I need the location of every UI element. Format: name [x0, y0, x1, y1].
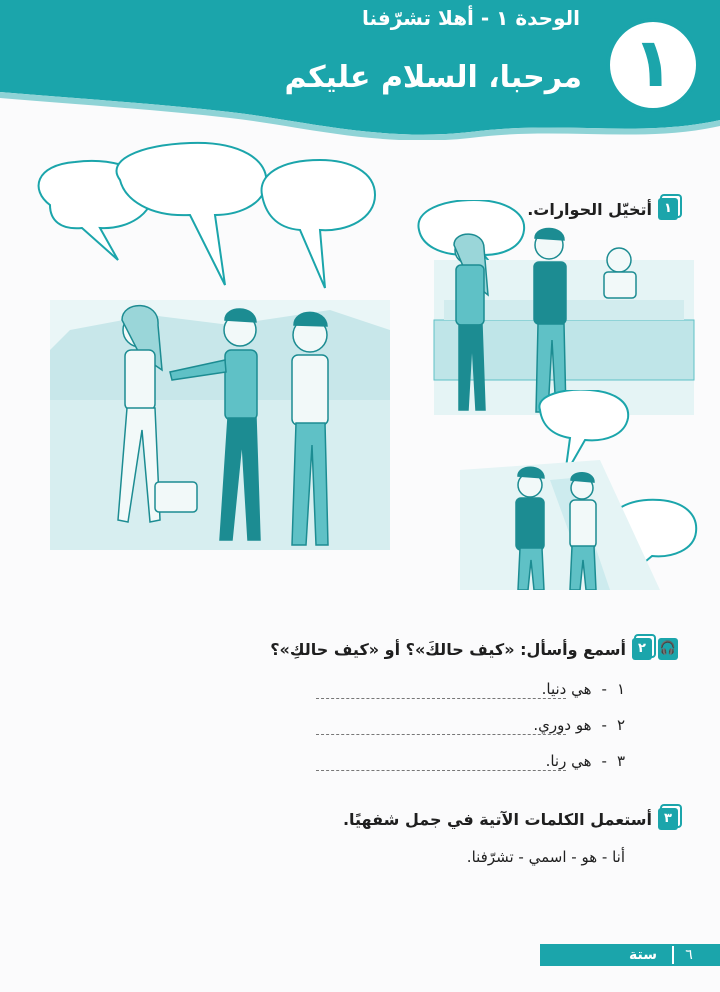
- exercise-number-badge: ٣: [658, 808, 678, 830]
- section-2-heading: [270, 638, 678, 660]
- unit-number-badge: ١: [606, 18, 700, 112]
- answer-line-1[interactable]: [316, 698, 566, 699]
- left-dialogue-illustration: [30, 140, 400, 560]
- greeting-dialogue-illustration: [460, 390, 700, 590]
- page-number: ٦: [685, 947, 693, 963]
- item-text: هي دنيا.: [541, 680, 592, 698]
- lesson-title: مرحبا، السلام عليكم: [284, 60, 582, 95]
- shop-dialogue-illustration: [404, 200, 704, 420]
- item-number: ٢: [616, 716, 625, 734]
- headphones-icon[interactable]: 🎧: [658, 638, 678, 660]
- word-list: أنا - هو - اسمي - تشرّفنا.: [466, 848, 625, 866]
- page-header: [0, 0, 720, 140]
- exercise-number-badge: ٢: [632, 638, 652, 660]
- answer-line-3[interactable]: [316, 770, 566, 771]
- exercise-item-3: ٣ - هي رنا.: [545, 752, 625, 770]
- item-text: هو دوري.: [533, 716, 592, 734]
- exercise-item-1: ١ - هي دنيا.: [541, 680, 625, 698]
- exercise-item-2: ٢ - هو دوري.: [533, 716, 625, 734]
- item-number: ١: [616, 680, 625, 698]
- section-1-instruction: أتخيّل الحوارات.: [527, 199, 652, 219]
- section-3-instruction: أستعمل الكلمات الآتية في جمل شفهيًا.: [342, 809, 652, 829]
- item-number: ٣: [616, 752, 625, 770]
- exercise-number-badge: ١: [658, 198, 678, 220]
- section-2-instruction: أسمع وأسأل: «كيف حالكَ»؟ أو «كيف حالكِ»؟: [270, 639, 626, 659]
- page-number-word: ستة: [629, 947, 657, 963]
- item-text: هي رنا.: [545, 752, 592, 770]
- answer-line-2[interactable]: [316, 734, 566, 735]
- section-3-heading: [343, 808, 678, 830]
- unit-title: الوحدة ١ - أهلا تشرّفنا: [361, 6, 580, 30]
- speech-bubble: [262, 160, 375, 288]
